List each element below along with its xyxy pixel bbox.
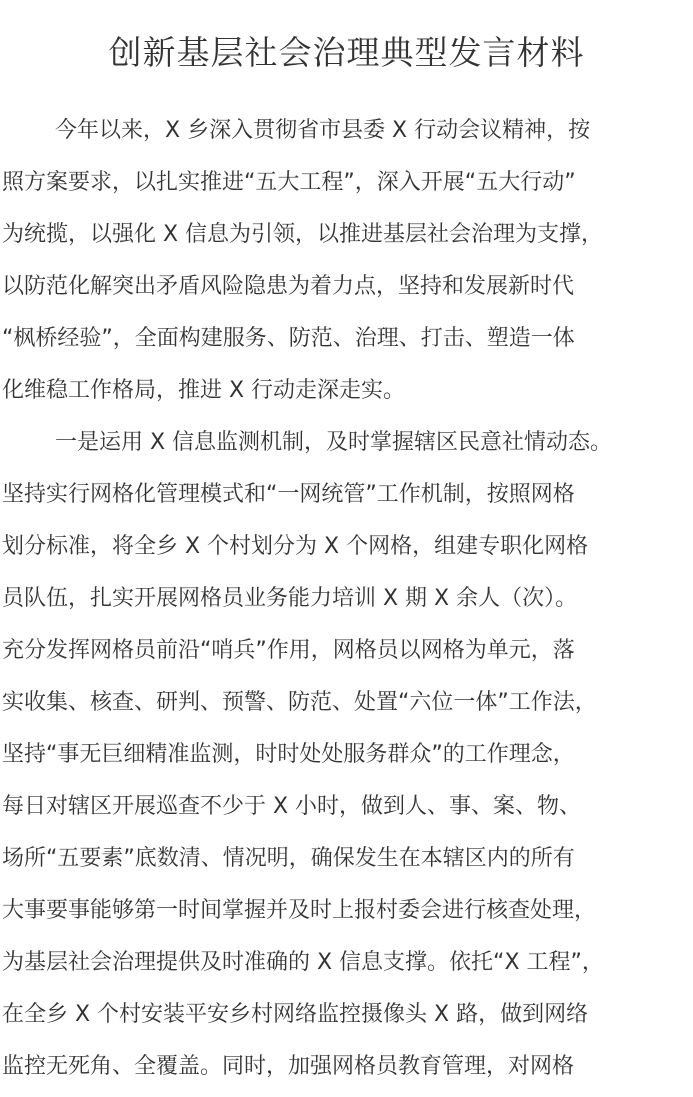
paragraph-line: 实收集、核查、研判、预警、防范、处置“六位一体”工作法，	[2, 690, 597, 715]
document-title: 创新基层社会治理典型发言材料	[108, 33, 585, 72]
paragraph-line: 今年以来，X 乡深入贯彻省市县委 X 行动会议精神，按	[55, 118, 591, 143]
paragraph-line: 化维稳工作格局，推进 X 行动走深走实。	[2, 378, 406, 403]
paragraph-line: 坚持实行网格化管理模式和“一网统管”工作机制，按照网格	[2, 482, 575, 507]
paragraph-line: 照方案要求，以扎实推进“五大工程”，深入开展“五大行动”	[2, 170, 576, 195]
document-body	[2, 105, 693, 1093]
paragraph-line: 划分标准，将全乡 X 个村划分为 X 个网格，组建专职化网格	[2, 534, 589, 559]
paragraph-line: 场所“五要素”底数清、情况明，确保发生在本辖区内的所有	[2, 846, 575, 871]
paragraph-line: 每日对辖区开展巡查不少于 X 小时，做到人、事、案、物、	[2, 794, 582, 819]
paragraph-line: 以防范化解突出矛盾风险隐患为着力点，坚持和发展新时代	[2, 274, 575, 299]
paragraph-line: “枫桥经验”，全面构建服务、防范、治理、打击、塑造一体	[2, 326, 575, 351]
paragraph-line: 大事要事能够第一时间掌握并及时上报村委会进行核查处理，	[2, 898, 597, 923]
paragraph-line: 一是运用 X 信息监测机制，及时掌握辖区民意社情动态。	[55, 430, 613, 455]
paragraph-line: 坚持“事无巨细精准监测，时时处处服务群众”的工作理念，	[2, 742, 575, 767]
paragraph-line: 员队伍，扎实开展网格员业务能力培训 X 期 X 余人（次）。	[2, 586, 578, 611]
paragraph-line: 为基层社会治理提供及时准确的 X 信息支撑。依托“X 工程”，	[2, 950, 604, 975]
paragraph-line: 在全乡 X 个村安装平安乡村网络监控摄像头 X 路，做到网络	[2, 1002, 589, 1027]
paragraph-line: 为统揽，以强化 X 信息为引领，以推进基层社会治理为支撑，	[2, 222, 604, 247]
paragraph-line: 监控无死角、全覆盖。同时，加强网格员教育管理，对网格	[2, 1054, 575, 1079]
paragraph-line: 充分发挥网格员前沿“哨兵”作用，网格员以网格为单元，落	[2, 638, 575, 663]
